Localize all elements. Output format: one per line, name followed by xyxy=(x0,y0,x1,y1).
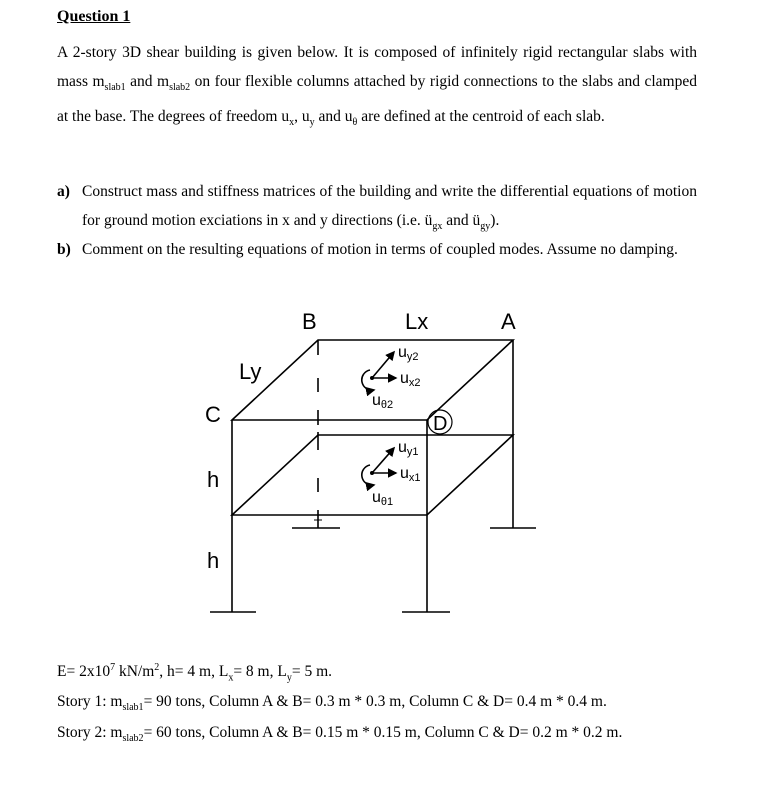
uy2-arrow xyxy=(372,352,394,378)
label-h1: h xyxy=(207,467,220,492)
label-Lx: Lx xyxy=(405,309,429,334)
building-figure xyxy=(0,300,782,630)
label-h2: h xyxy=(207,548,220,573)
given-story-2: Story 2: $m_{slab2}= 60$ tons, Column A & B= 0.15 m * 0.15 m, Column C & D= 0.2 m * 0.2 m. xyxy=(57,724,623,745)
utheta2-arrow xyxy=(362,370,374,390)
label-D: D xyxy=(433,413,448,435)
svg-text:ux1: ux1 xyxy=(400,465,421,484)
question-b-text: Comment on the resulting equations of motion in terms of coupled modes. Assume no damping. xyxy=(82,241,678,258)
svg-text:uy1: uy1 xyxy=(398,439,419,458)
given-story-1: Story 1: $m_{slab1}= 90$ tons, Column A & B= 0.3 m * 0.3 m, Column C & D= 0.4 m * 0.4 m. xyxy=(57,693,607,714)
svg-text:uθ2: uθ2 xyxy=(372,392,394,411)
svg-text:ux2: ux2 xyxy=(400,370,421,389)
question-a-text: Construct mass and stiffness matrices of the building and write the differential equations of motion for ground motion exciations in x and y directions (i.e. $ü_{gx}$ and $ü_{gy}$). xyxy=(82,183,697,233)
label-A: A xyxy=(501,309,516,334)
question-a xyxy=(57,177,697,241)
svg-text:uθ1: uθ1 xyxy=(372,489,394,508)
given-material: $E= 2x10^7$ $kN/m^2$, h= 4 m, $L_x= 8$ m, $L_y= 5$ m. xyxy=(57,662,333,684)
question-b xyxy=(57,235,697,264)
question-a-label: a) xyxy=(57,183,70,200)
intro-paragraph: A 2-story 3D shear building is given below. It is composed of infinitely rigid rectangular slabs with mass $m_{slab1}$ and $m_{slab2}$ on four flexible columns attached by rigid connections to the slabs and clamped at the base. The degrees of freedom $u_x$, $u_y$ and $u_\theta$ are defined at the centroid of each slab. xyxy=(57,44,697,129)
label-B: B xyxy=(302,309,317,334)
label-C: C xyxy=(205,402,221,427)
utheta1-arrow xyxy=(362,465,374,485)
svg-text:uy2: uy2 xyxy=(398,344,419,363)
label-Ly: Ly xyxy=(239,359,262,384)
question-title: Question 1 xyxy=(57,8,131,25)
question-b-label: b) xyxy=(57,241,71,258)
uy1-arrow xyxy=(372,448,394,473)
